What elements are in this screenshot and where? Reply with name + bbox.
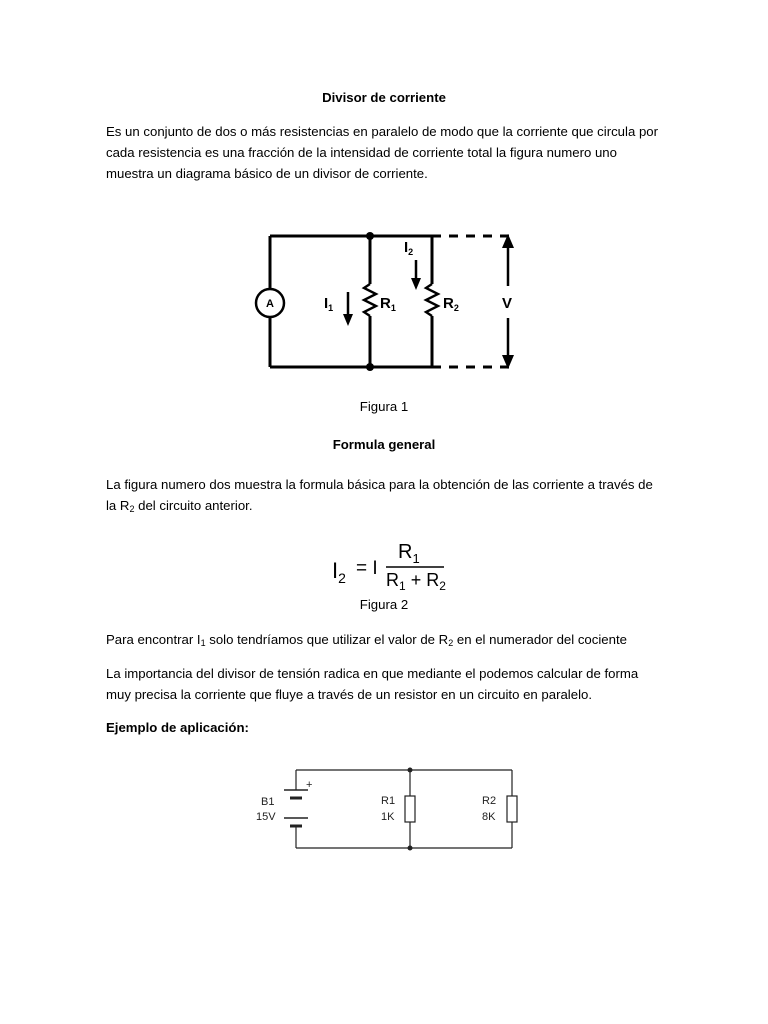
current-divider-circuit xyxy=(250,226,530,376)
ammeter-label: A xyxy=(266,298,274,310)
i1-label: $I_1$ xyxy=(324,295,334,313)
document-title: Divisor de corriente xyxy=(322,90,446,105)
i2-arrowhead-icon xyxy=(411,278,421,290)
current-divider-formula xyxy=(330,534,450,596)
example-r1-body xyxy=(405,796,415,822)
example-r2-value: 8K xyxy=(482,811,496,823)
formula-lhs: $I_2$ xyxy=(332,558,346,586)
battery-value: 15V xyxy=(256,811,276,823)
example-r1-name: R1 xyxy=(381,795,396,807)
r1-label: $R_1$ xyxy=(380,295,396,313)
formula-equals: = I xyxy=(356,558,378,579)
example-heading: Ejemplo de aplicación: xyxy=(106,720,249,735)
example-top-node xyxy=(408,768,413,773)
formula-paragraph: La figura numero dos muestra la formula básica para la obtención de las corriente a través de la $R_2$ del circuito anterior. xyxy=(106,477,653,514)
example-bottom-node xyxy=(408,846,413,851)
formula-denominator: $R_1 + R_2$ xyxy=(386,570,446,593)
example-circuit xyxy=(248,762,520,854)
figure1-caption: Figura 1 xyxy=(359,399,409,414)
r2-label: $R_2$ xyxy=(443,295,459,313)
example-r2-body xyxy=(507,796,517,822)
v-label: V xyxy=(502,295,513,312)
importance-paragraph: La importancia del divisor de tensión radica en que mediante el podemos calcular de forma muy precisa la corriente que fluye a través de un resistor en un circuito en paralelo. xyxy=(106,666,639,702)
r2-zigzag xyxy=(426,284,438,316)
i2-label: $I_2$ xyxy=(404,239,414,257)
r1-zigzag xyxy=(364,284,376,316)
i1-arrowhead-icon xyxy=(343,314,353,326)
formula-numerator: $R_1$ xyxy=(398,541,420,566)
find-i1-paragraph: Para encontrar $I_1$ solo tendríamos que utilizar el valor de $R_2$ en el numerador del cociente xyxy=(106,632,627,648)
intro-paragraph: Es un conjunto de dos o más resistencias en paralelo de modo que la corriente que circula por cada resistencia es una fracción de la intensidad de corriente total la figura numero uno muestra un diagrama básico de un divisor de corriente. xyxy=(106,124,659,181)
figure2-caption: Figura 2 xyxy=(359,597,409,612)
example-r1-value: 1K xyxy=(381,811,395,823)
example-r2-name: R2 xyxy=(482,795,497,807)
battery-name: B1 xyxy=(261,796,275,808)
bottom-node xyxy=(366,363,374,371)
top-node xyxy=(366,232,374,240)
formula-heading: Formula general xyxy=(332,437,436,452)
battery-plus-sign: + xyxy=(306,779,313,791)
